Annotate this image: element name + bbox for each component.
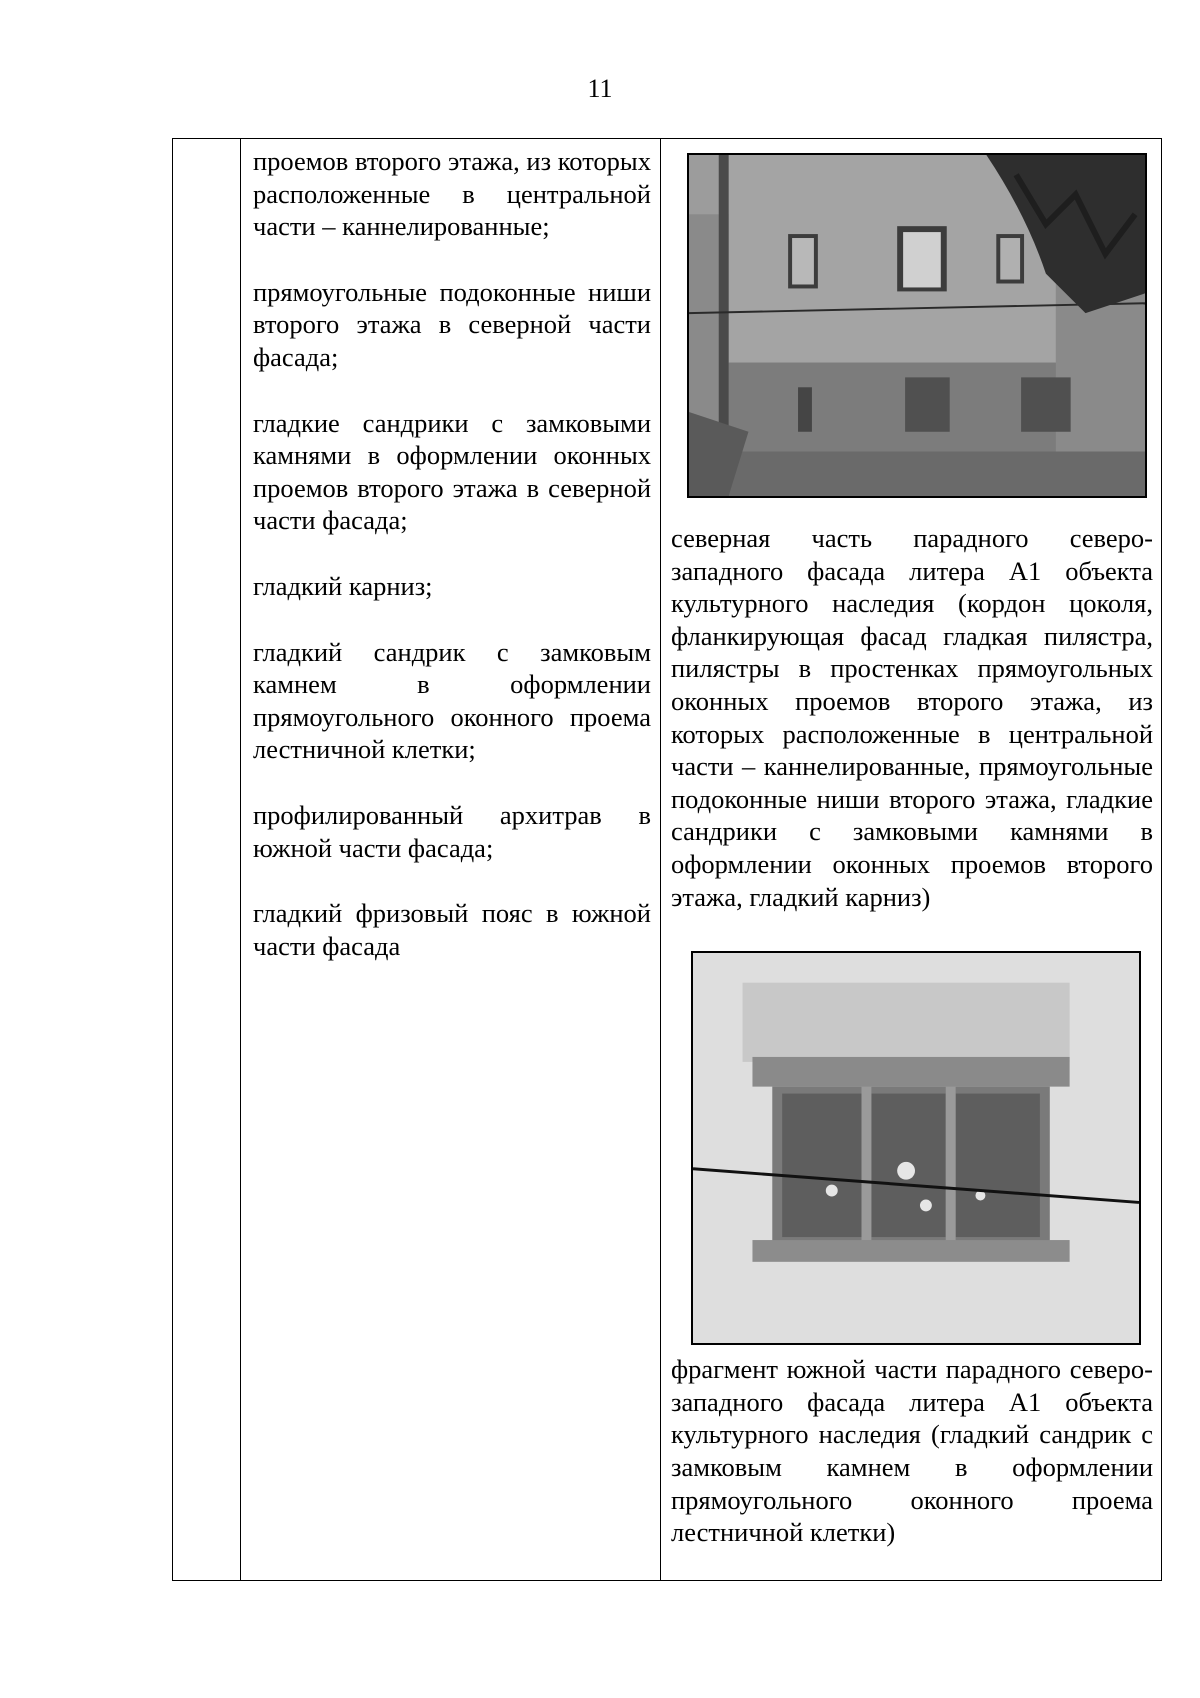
description-table [172, 138, 1162, 1581]
description-item: гладкий сандрик с замковым камнем в оформлении прямоугольного оконного проема лестничной клетки; [253, 636, 651, 765]
photo-column [671, 153, 1153, 1549]
elements-description-column [253, 145, 651, 995]
facade-north-photo [687, 153, 1147, 498]
facade-north-caption: северная часть парадного северо-западного фасада литера А1 объекта культурного наследия (кордон цоколя, фланкирующая фасад гладкая пилястра, пилястры в простенках прямоугольных оконных проемов второго этажа, из которых расположенные в центральной части – каннелированные, прямоугольные подоконные ниши второго этажа, гладкие сандрики с замковыми камнями в оформлении оконных проемов второго этажа, гладкий карниз) [671, 523, 1153, 912]
staircase-window-caption: фрагмент южной части парадного северо-западного фасада литера А1 объекта культурного наследия (гладкий сандрик с замковым камнем в оформлении прямоугольного оконного проема лестничной клетки) [671, 1354, 1153, 1548]
page-number: 11 [587, 74, 613, 103]
description-item: проемов второго этажа, из которых расположенные в центральной части – каннелированные; [253, 146, 651, 242]
description-item: гладкий карниз; [253, 570, 433, 601]
description-item: профилированный архитрав в южной части фасада; [253, 799, 651, 863]
description-item: гладкие сандрики с замковыми камнями в оформлении оконных проемов второго этажа в северной части фасада; [253, 407, 651, 536]
column-divider-2 [660, 139, 661, 1580]
description-item: гладкий фризовый пояс в южной части фасада [253, 898, 651, 961]
staircase-window-photo [691, 951, 1141, 1345]
column-divider-1 [240, 139, 241, 1580]
description-item: прямоугольные подоконные ниши второго этажа в северной части фасада; [253, 276, 651, 372]
